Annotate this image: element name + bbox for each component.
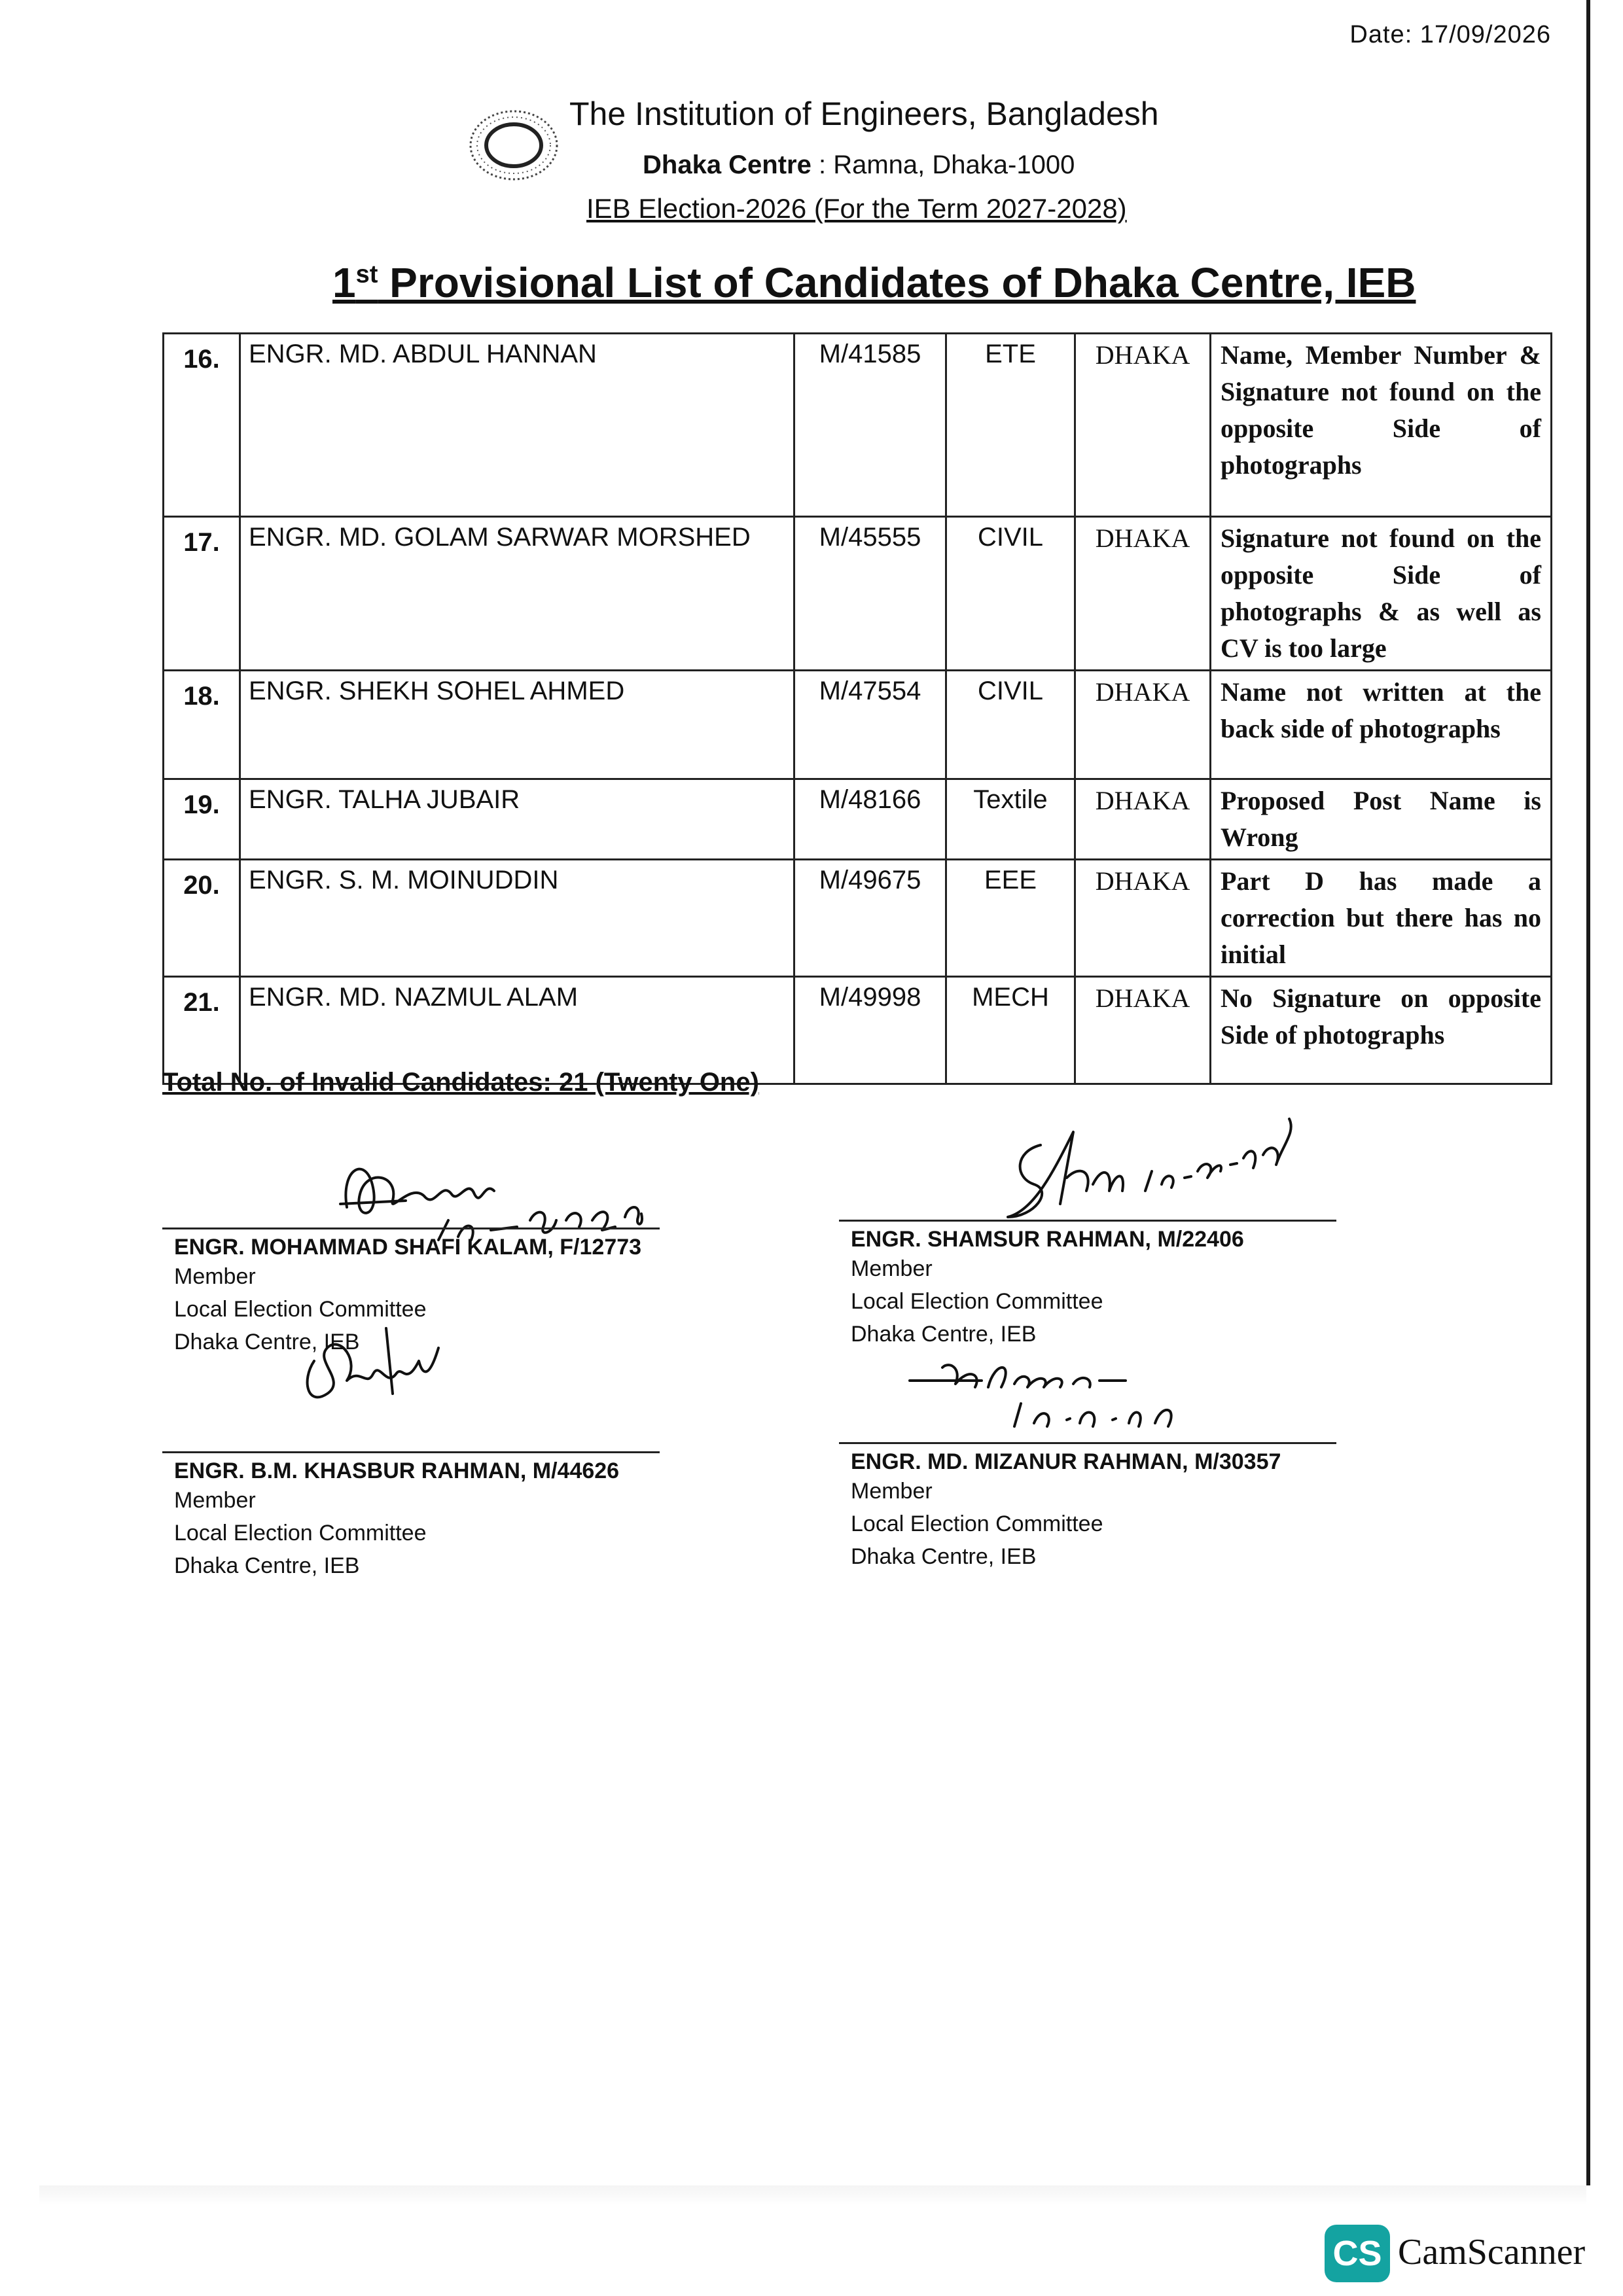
candidate-name: ENGR. SHEKH SOHEL AHMED: [240, 671, 794, 779]
signatory-role: Member: [851, 1256, 933, 1281]
document-date: Date: 17/09/2026: [1349, 21, 1551, 48]
centre-name: Dhaka Centre: [643, 150, 812, 179]
signatory-role: Member: [851, 1479, 933, 1504]
institution-name: The Institution of Engineers, Bangladesh: [569, 96, 1159, 132]
serial-number: 18.: [164, 671, 240, 779]
table-row: [164, 334, 1552, 517]
signatory-name: ENGR. MD. MIZANUR RAHMAN, M/30357: [851, 1449, 1281, 1474]
candidate-name: ENGR. MD. GOLAM SARWAR MORSHED: [240, 517, 794, 671]
member-number: M/47554: [794, 671, 946, 779]
signatory-name: ENGR. B.M. KHASBUR RAHMAN, M/44626: [174, 1458, 620, 1483]
remarks: Part D has made a correction but there has no initial: [1211, 860, 1552, 977]
remarks: Name, Member Number & Signature not found on the opposite Side of photographs: [1211, 334, 1552, 517]
title-ordinal-suffix: st: [355, 260, 378, 289]
department: CIVIL: [946, 671, 1075, 779]
remarks: Proposed Post Name is Wrong: [1211, 779, 1552, 860]
signature-shamsur: [995, 1106, 1302, 1237]
signatory-centre: Dhaka Centre, IEB: [851, 1322, 1037, 1347]
department: EEE: [946, 860, 1075, 977]
ieb-seal-icon: [465, 105, 563, 186]
signatory-committee: Local Election Committee: [174, 1521, 427, 1545]
remarks: Signature not found on the opposite Side of photographs & as well as CV is too large: [1211, 517, 1552, 671]
table-row: [164, 671, 1552, 779]
member-number: M/45555: [794, 517, 946, 671]
scan-shadow: [39, 2185, 1586, 2205]
title-ordinal: 1: [332, 259, 356, 306]
member-number: M/41585: [794, 334, 946, 517]
candidate-name: ENGR. MD. NAZMUL ALAM: [240, 977, 794, 1084]
centre: DHAKA: [1075, 779, 1211, 860]
camscanner-icon: CS: [1325, 2225, 1390, 2282]
signatory-block-4: [839, 1442, 1336, 1573]
centre: DHAKA: [1075, 860, 1211, 977]
candidate-name: ENGR. S. M. MOINUDDIN: [240, 860, 794, 977]
serial-number: 17.: [164, 517, 240, 671]
serial-number: 19.: [164, 779, 240, 860]
signatory-committee: Local Election Committee: [851, 1289, 1103, 1314]
signatory-name: ENGR. SHAMSUR RAHMAN, M/22406: [851, 1227, 1244, 1252]
department: CIVIL: [946, 517, 1075, 671]
signatory-committee: Local Election Committee: [851, 1511, 1103, 1536]
candidate-name: ENGR. MD. ABDUL HANNAN: [240, 334, 794, 517]
remarks: No Signature on opposite Side of photographs: [1211, 977, 1552, 1084]
signature-line: [839, 1442, 1336, 1444]
centre: DHAKA: [1075, 517, 1211, 671]
table-row: [164, 779, 1552, 860]
signature-mizanur: [903, 1348, 1185, 1433]
member-number: M/48166: [794, 779, 946, 860]
signatory-block-1: [162, 1227, 660, 1358]
signature-line: [162, 1227, 660, 1229]
table-row: [164, 860, 1552, 977]
signatory-committee: Local Election Committee: [174, 1297, 427, 1322]
signatory-block-2: [839, 1220, 1336, 1351]
signatory-role: Member: [174, 1264, 256, 1289]
department: MECH: [946, 977, 1075, 1084]
signatory-role: Member: [174, 1488, 256, 1513]
serial-number: 16.: [164, 334, 240, 517]
signature-line: [162, 1451, 660, 1453]
member-number: M/49675: [794, 860, 946, 977]
signatory-centre: Dhaka Centre, IEB: [174, 1553, 360, 1578]
table-row: [164, 517, 1552, 671]
signature-line: [839, 1220, 1336, 1222]
candidates-table: [162, 332, 1552, 1085]
remarks: Name not written at the back side of photographs: [1211, 671, 1552, 779]
signatory-centre: Dhaka Centre, IEB: [174, 1330, 360, 1354]
serial-number: 21.: [164, 977, 240, 1084]
department: ETE: [946, 334, 1075, 517]
centre: DHAKA: [1075, 334, 1211, 517]
signatory-centre: Dhaka Centre, IEB: [851, 1544, 1037, 1569]
list-title: [332, 258, 1416, 307]
total-invalid-candidates: Total No. of Invalid Candidates: 21 (Twenty One): [162, 1068, 759, 1097]
centre-address: [643, 150, 1075, 180]
centre: DHAKA: [1075, 977, 1211, 1084]
page-edge: [1586, 0, 1590, 2185]
signatory-name: ENGR. MOHAMMAD SHAFI KALAM, F/12773: [174, 1235, 642, 1260]
title-text: Provisional List of Candidates of Dhaka Centre, IEB: [378, 259, 1416, 306]
election-term: IEB Election-2026 (For the Term 2027-2028): [586, 193, 1127, 224]
signatory-block-3: [162, 1451, 660, 1582]
centre-location: : Ramna, Dhaka-1000: [811, 150, 1075, 179]
centre: DHAKA: [1075, 671, 1211, 779]
candidate-name: ENGR. TALHA JUBAIR: [240, 779, 794, 860]
serial-number: 20.: [164, 860, 240, 977]
camscanner-watermark: CamScanner: [1398, 2232, 1586, 2272]
member-number: M/49998: [794, 977, 946, 1084]
department: Textile: [946, 779, 1075, 860]
